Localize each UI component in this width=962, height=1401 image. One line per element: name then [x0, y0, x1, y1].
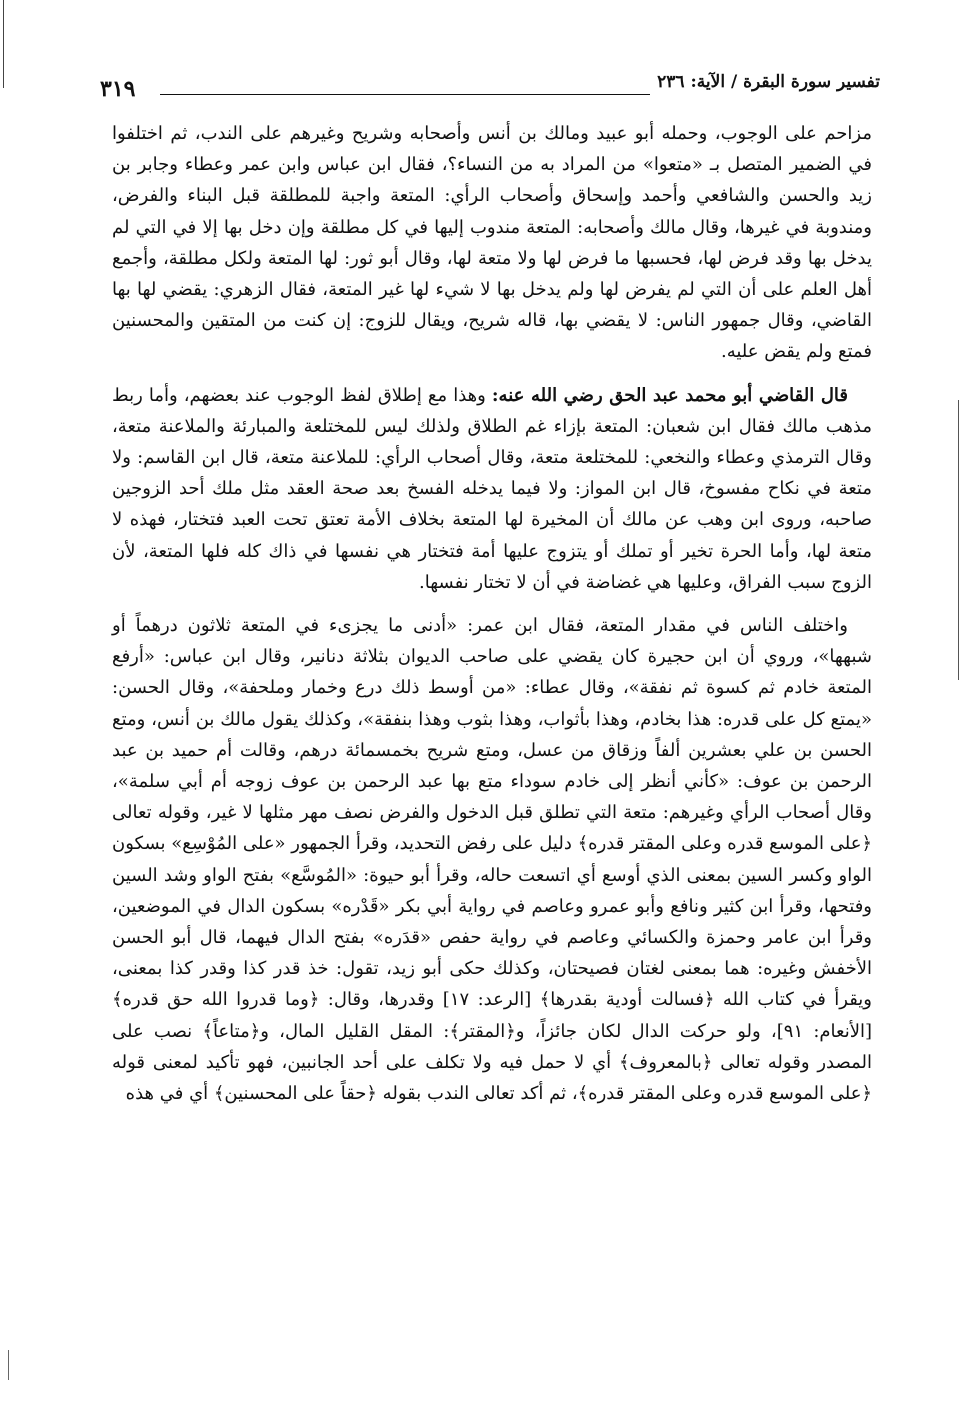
paragraph-1-text: مزاحم على الوجوب، وحمله أبو عبيد ومالك بن أنس وأصحابه وشريح وغيرهم على الندب، ثم اختلفوا في الضمير المتصل بـ «متعوا» من المراد به من النساء؟، فقال ابن عباس وابن عمر وعطاء وجابر بن زيد والحسن والشافعي وأحمد وإسحاق وأصحاب الرأي: المتعة واجبة للمطلقة قبل البناء والفرض، ومندوبة في غيرها، وقال مالك وأصحابه: المتعة مندوب إليها في كل مطلقة وإن دخل بها إلا في التي لم يدخل بها وقد فرض لها، فحسبها ما فرض لها ولا متعة لها، وقال أبو ثور: لها المتعة ولكل مطلقة، وأجمع أهل العلم على أن التي لم يفرض لها ولم يدخل بها لا شيء لها غير المتعة، فقال الزهري: يقضي لها بها القاضي، وقال جمهور الناس: لا يقضي بها، قاله شريح، ويقال للزوج: إن كنت من المتقين والمحسنين فمتع ولم يقض عليه. — [112, 123, 872, 363]
scan-edge-right — [958, 400, 959, 680]
paragraph-3 — [112, 610, 872, 1109]
paragraph-2 — [112, 380, 872, 598]
running-head: تفسير سورة البقرة / الآية: ٢٣٦ — [657, 72, 880, 92]
header-rule — [160, 94, 650, 95]
page-header — [100, 72, 880, 104]
scan-edge-left — [3, 0, 4, 88]
paragraph-3-text: واختلف الناس في مقدار المتعة، فقال ابن عمر: «أدنى ما يجزىء في المتعة ثلاثون درهماً أو شبهها»، وروي أن ابن حجيرة كان يقضي على صاحب الديوان بثلاثة دنانير، وقال ابن عباس: «أرفع المتعة خادم ثم كسوة ثم نفقة»، وقال عطاء: «من أوسط ذلك درع وخمار وملحفة»، وقال الحسن: «يمتع كل على قدره: هذا بخادم، وهذا بأثواب، وهذا بثوب وهذا بنفقة»، وكذلك يقول مالك بن أنس، ومتع الحسن بن علي بعشرين ألفاً وزقاق من عسل، ومتع شريح بخمسمائة درهم، وقالت أم حميد بن عبد الرحمن بن عوف: «كأني أنظر إلى خادم سوداء متع بها عبد الرحمن بن عوف زوجه أم أبي سلمة»، وقال أصحاب الرأي وغيرهم: متعة التي تطلق قبل الدخول والفرض نصف مهر مثلها لا غير، وقوله تعالى ﴿على الموسع قدره وعلى المقتر قدره﴾ دليل على رفض التحديد، وقرأ الجمهور «على المُوْسِع» بسكون الواو وكسر السين بمعنى الذي أوسع أي اتسعت حاله، وقرأ أبو حيوة: «المُوسَّع» بفتح الواو وشد السين وفتحها، وقرأ ابن كثير ونافع وأبو عمرو وعاصم في رواية أبي بكر «قَدْره» بسكون الدال في الموضعين، وقرأ ابن عامر وحمزة والكسائي وعاصم في رواية حفص «قدَره» بفتح الدال فيهما، قال أبو الحسن الأخفش وغيره: هما بمعنى لغتان فصيحتان، وكذلك حكى أبو زيد، تقول: خذ قدر كذا وقدر كذا بمعنى، ويقرأ في كتاب الله ﴿فسالت أودية بقدرها﴾ [الرعد: ١٧] وقدرها، وقال: ﴿وما قدروا الله حق قدره﴾ [الأنعام: ٩١]، ولو حركت الدال لكان جائزاً، و﴿المقتر﴾: المقل القليل المال، و﴿متاعاً﴾ نصب على المصدر وقوله تعالى ﴿بالمعروف﴾ أي لا حمل فيه ولا تكلف على أحد الجانبين، فهو تأكيد لمعنى قوله ﴿على الموسع قدره وعلى المقتر قدره﴾، ثم أكد تعالى الندب بقوله ﴿حقاً على المحسنين﴾ أي في هذه — [112, 615, 873, 1105]
paragraph-2-lead: قال القاضي أبو محمد عبد الحق رضي الله عنه: — [491, 384, 848, 406]
page-number: ٣١٩ — [100, 76, 136, 102]
paragraph-1 — [112, 118, 872, 368]
page-body — [112, 118, 872, 1109]
scan-edge-left-bottom — [8, 1350, 9, 1380]
paragraph-2-text: وهذا مع إطلاق لفظ الوجوب عند بعضهم، وأما ربط مذهب مالك فقال ابن شعبان: المتعة بإزاء غم الطلاق ولذلك ليس للمختلعة والمبارئة والملاعنة متعة، وقال الترمذي وعطاء والنخعي: للمختلعة متعة، وقال أصحاب الرأي: للملاعنة متعة، قال ابن القاسم: ولا متعة في نكاح مفسوخ، قال ابن المواز: ولا فيما يدخله الفسخ بعد صحة العقد مثل ملك أحد الزوجين صاحبه، وروى ابن وهب عن مالك أن المخيرة لها المتعة بخلاف الأمة تعتق تحت العبد فتختار، فهذه لا متعة لها، وأما الحرة تخير أو تملك أو يتزوج عليها أمة فتختار هي نفسها في ذاك كله فلها المتعة، لأن الزوج سبب الفراق، وعليها هي غضاضة في أن لا تختار نفسها. — [112, 384, 872, 593]
